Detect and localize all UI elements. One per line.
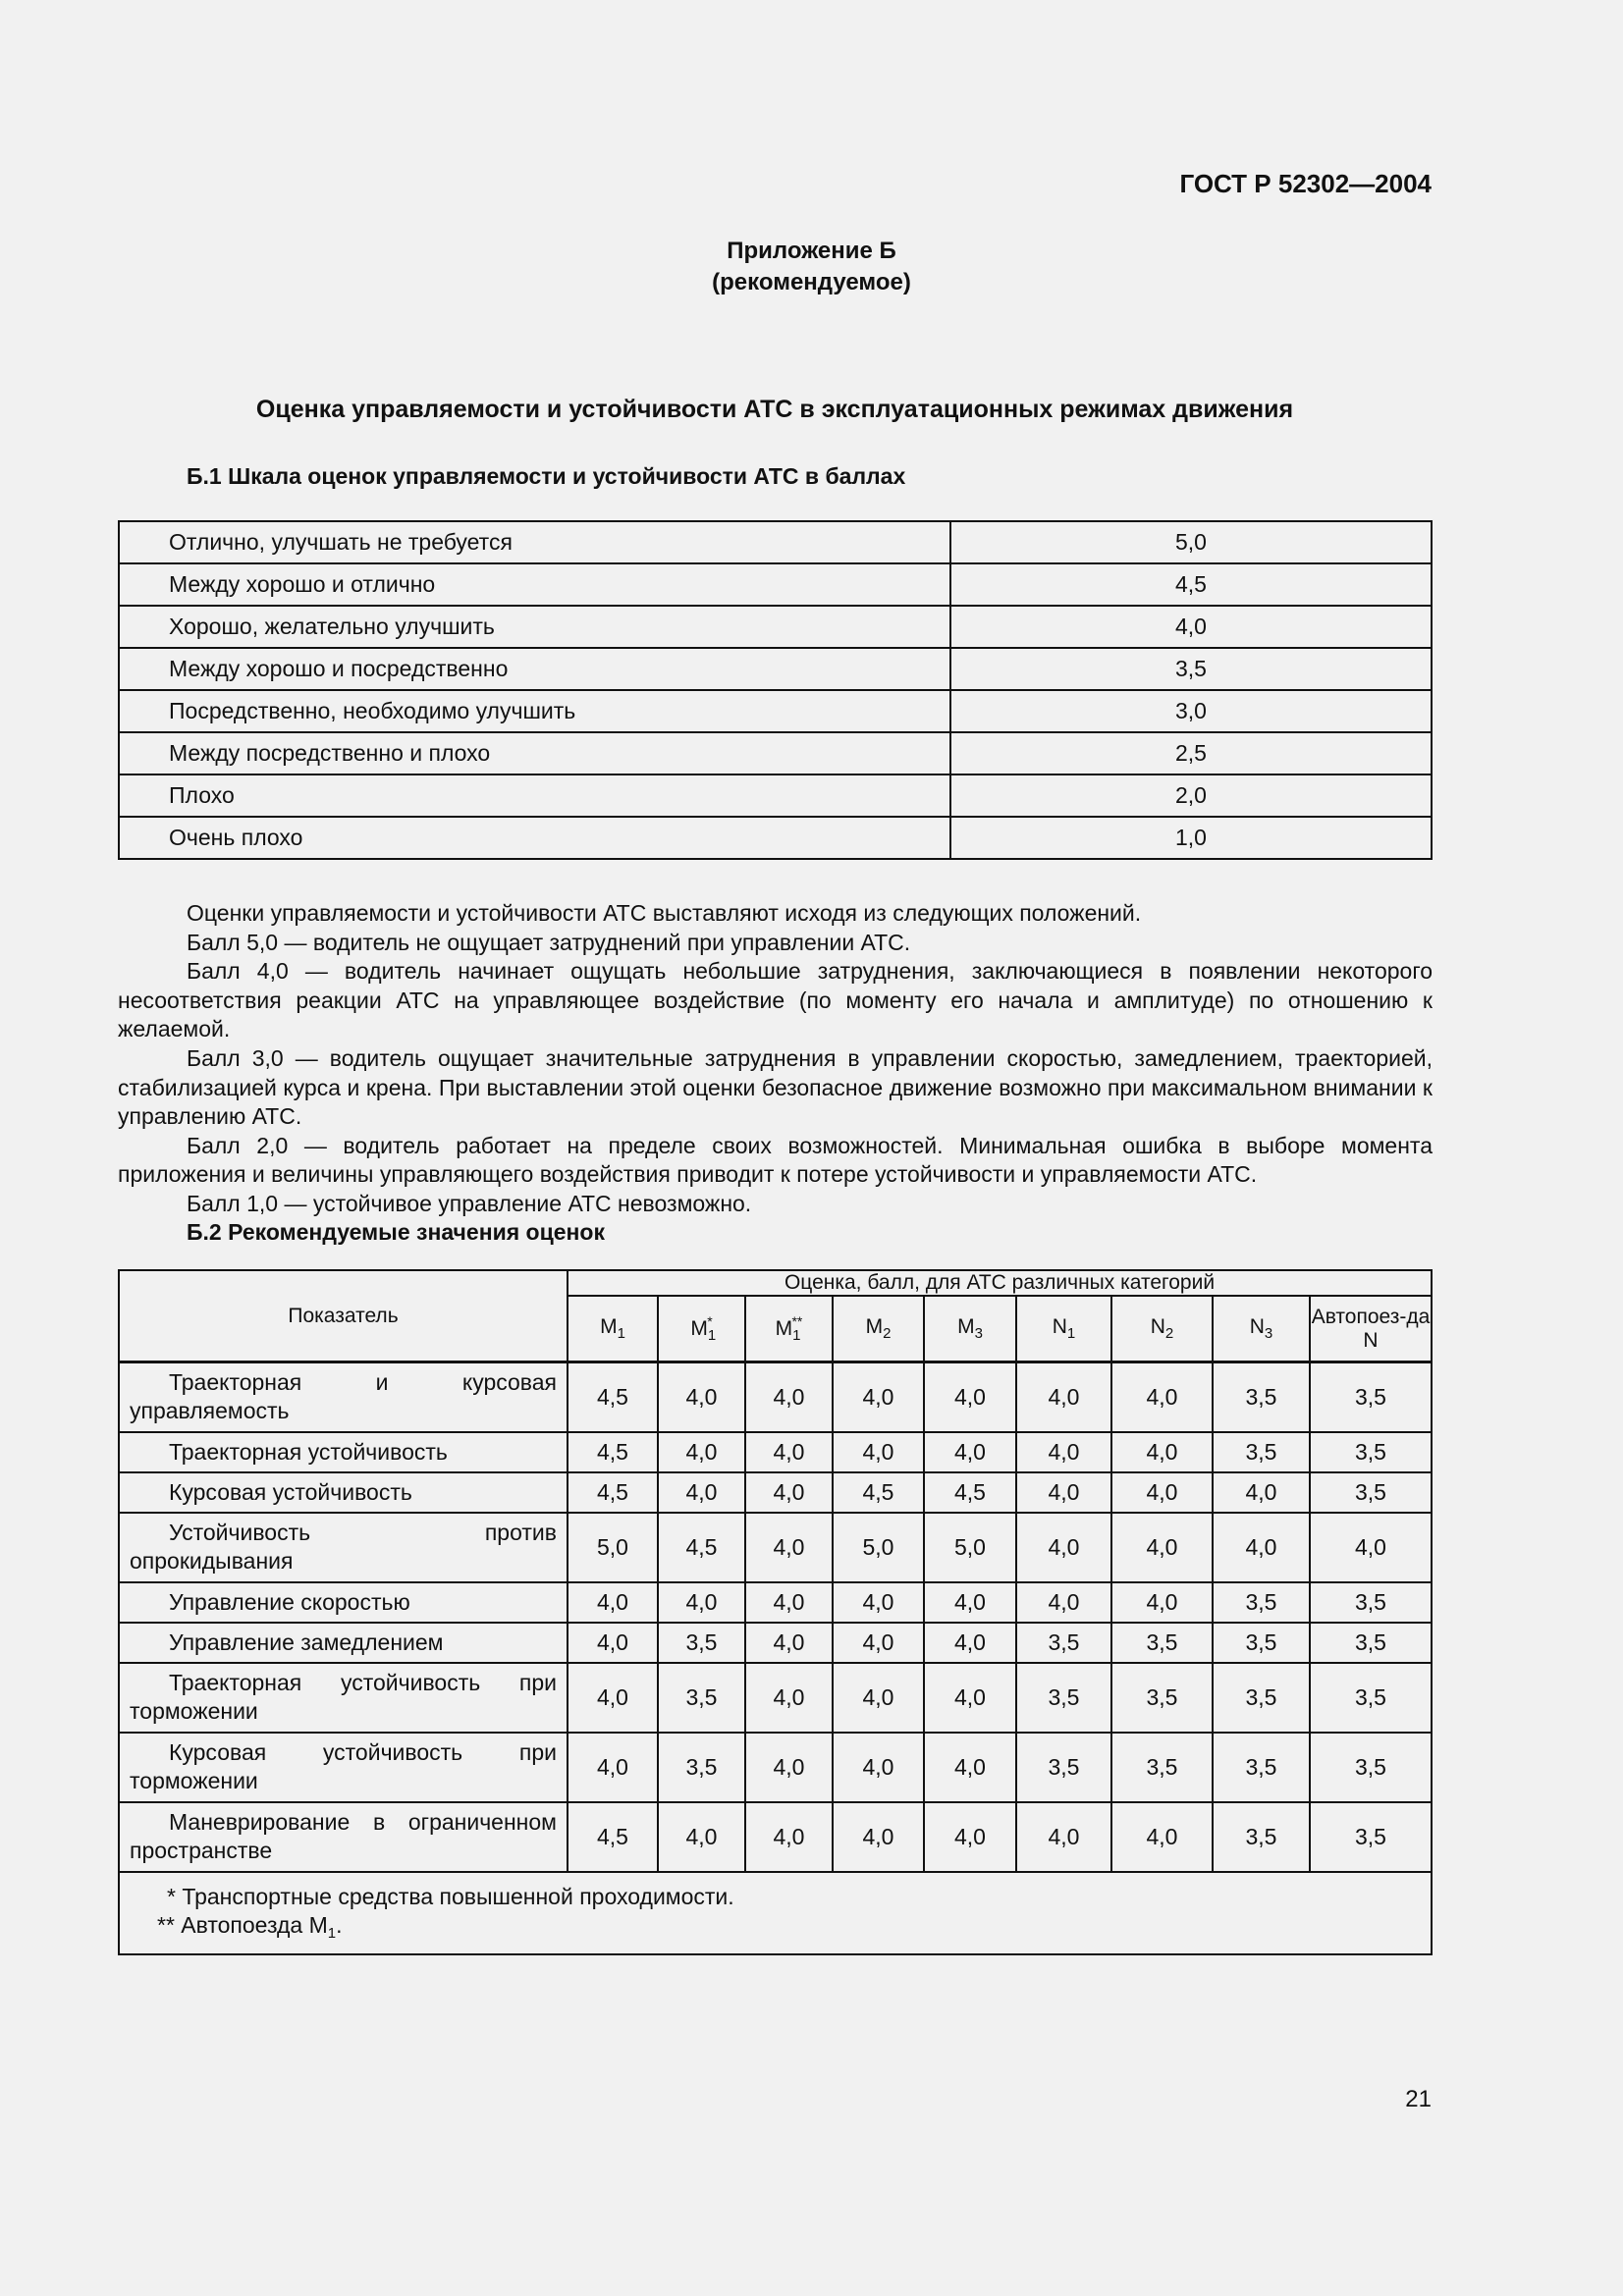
score-cell: 3,5 — [1310, 1623, 1432, 1663]
scale-score: 4,0 — [950, 606, 1432, 648]
scale-label: Очень плохо — [119, 817, 950, 859]
scale-score: 5,0 — [950, 521, 1432, 563]
scale-label: Между посредственно и плохо — [119, 732, 950, 774]
score-cell: 4,0 — [924, 1663, 1016, 1733]
footnote-2-suffix: . — [336, 1911, 343, 1938]
scale-score: 2,0 — [950, 774, 1432, 817]
category-header — [1111, 1296, 1213, 1362]
category-base: N — [1150, 1315, 1165, 1338]
category-subscript: 1 — [707, 1327, 717, 1344]
score-cell: 4,0 — [833, 1733, 924, 1802]
row-label — [119, 1362, 568, 1432]
score-cell: 3,5 — [1111, 1733, 1213, 1802]
row-label — [119, 1472, 568, 1513]
score-cell: 4,5 — [568, 1802, 658, 1872]
category-header — [1213, 1296, 1310, 1362]
scale-label: Отлично, улучшать не требуется — [119, 521, 950, 563]
score-cell: 4,0 — [1016, 1472, 1111, 1513]
category-header — [568, 1296, 658, 1362]
category-header — [1310, 1296, 1432, 1362]
score-cell: 4,0 — [1016, 1362, 1111, 1432]
category-subscript: 1 — [617, 1325, 625, 1342]
score-cell: 3,5 — [1213, 1362, 1310, 1432]
score-cell: 4,0 — [658, 1432, 745, 1472]
scale-row — [119, 606, 1432, 648]
score-cell: 4,0 — [658, 1582, 745, 1623]
score-cell: 4,0 — [1111, 1802, 1213, 1872]
category-subscript: 3 — [1264, 1325, 1273, 1342]
annex-kind: (рекомендуемое) — [712, 269, 911, 295]
category-base: N — [1052, 1315, 1067, 1338]
scale-label: Между хорошо и отлично — [119, 563, 950, 606]
category-header — [924, 1296, 1016, 1362]
score-cell: 4,0 — [1213, 1472, 1310, 1513]
category-header — [833, 1296, 924, 1362]
table-row — [119, 1513, 1432, 1582]
score-cell: 4,0 — [1016, 1802, 1111, 1872]
score-cell: 4,0 — [745, 1432, 833, 1472]
score-cell: 4,0 — [1111, 1362, 1213, 1432]
score-cell: 4,0 — [924, 1733, 1016, 1802]
category-star: ** — [791, 1313, 803, 1329]
score-cell: 4,0 — [745, 1802, 833, 1872]
category-header — [658, 1296, 745, 1362]
row-label — [119, 1802, 568, 1872]
score-cell: 4,0 — [745, 1623, 833, 1663]
row-label-text: Управление скоростью — [169, 1588, 410, 1615]
paragraph-score-3: Балл 3,0 — водитель ощущает значительные затруднения в управлении скоростью, замедлением, траекторией, стабилизацией курса и крена. При выставлении этой оценки безопасное движение возможно при максимальном внимании к управлению АТС. — [118, 1044, 1433, 1130]
table-row — [119, 1733, 1432, 1802]
table-row — [119, 1582, 1432, 1623]
score-cell: 4,0 — [924, 1623, 1016, 1663]
score-cell: 3,5 — [1016, 1623, 1111, 1663]
scale-label: Плохо — [119, 774, 950, 817]
score-cell: 4,0 — [745, 1362, 833, 1432]
score-cell: 4,0 — [1111, 1472, 1213, 1513]
scale-score: 4,5 — [950, 563, 1432, 606]
footnote-2-text: ** Автопоезда М — [157, 1911, 328, 1938]
score-cell: 3,5 — [1213, 1802, 1310, 1872]
score-cell: 4,0 — [1016, 1432, 1111, 1472]
paragraph-intro: Оценки управляемости и устойчивости АТС выставляют исходя из следующих положений. — [187, 900, 1142, 926]
score-cell: 4,0 — [833, 1623, 924, 1663]
scale-row — [119, 648, 1432, 690]
score-cell: 4,0 — [833, 1432, 924, 1472]
category-subscript: 2 — [1164, 1325, 1174, 1342]
score-cell: 4,0 — [833, 1663, 924, 1733]
row-label — [119, 1513, 568, 1582]
score-cell: 4,0 — [833, 1362, 924, 1432]
score-cell: 3,5 — [1310, 1733, 1432, 1802]
category-base: M — [600, 1315, 618, 1338]
section1-title: Б.1 Шкала оценок управляемости и устойчивости АТС в баллах — [187, 463, 906, 489]
paragraph-score-1: Балл 1,0 — устойчивое управление АТС невозможно. — [187, 1190, 752, 1216]
scale-row — [119, 690, 1432, 732]
score-cell: 4,5 — [568, 1432, 658, 1472]
table-row — [119, 1623, 1432, 1663]
row-label-text: Курсовая устойчивость при торможении — [130, 1739, 557, 1793]
score-cell: 4,0 — [1111, 1513, 1213, 1582]
row-label — [119, 1733, 568, 1802]
scale-score: 3,0 — [950, 690, 1432, 732]
paragraph-score-5: Балл 5,0 — водитель не ощущает затруднений при управлении АТС. — [187, 929, 911, 955]
score-cell: 4,0 — [924, 1582, 1016, 1623]
category-base: M — [690, 1317, 708, 1340]
category-subscript: 3 — [974, 1325, 983, 1342]
category-base: Автопоез-да N — [1311, 1305, 1431, 1352]
score-cell: 3,5 — [1111, 1663, 1213, 1733]
category-subscript: 1 — [792, 1327, 801, 1344]
row-label-text: Траекторная и курсовая управляемость — [130, 1369, 557, 1424]
score-cell: 3,5 — [1310, 1472, 1432, 1513]
score-cell: 5,0 — [568, 1513, 658, 1582]
score-cell: 3,5 — [1310, 1663, 1432, 1733]
category-base: N — [1249, 1315, 1265, 1338]
score-cell: 4,0 — [1111, 1582, 1213, 1623]
table-row — [119, 1472, 1432, 1513]
table-row — [119, 1663, 1432, 1733]
scale-row — [119, 817, 1432, 859]
score-cell: 4,0 — [658, 1472, 745, 1513]
scale-label: Между хорошо и посредственно — [119, 648, 950, 690]
scale-row — [119, 774, 1432, 817]
table-row — [119, 1432, 1432, 1472]
score-cell: 4,0 — [924, 1432, 1016, 1472]
score-cell: 3,5 — [1310, 1802, 1432, 1872]
score-cell: 3,5 — [1310, 1362, 1432, 1432]
scale-row — [119, 732, 1432, 774]
score-cell: 4,0 — [924, 1802, 1016, 1872]
score-cell: 4,0 — [1213, 1513, 1310, 1582]
row-label — [119, 1663, 568, 1733]
scale-row — [119, 521, 1432, 563]
category-base: M — [865, 1315, 884, 1338]
page-number: 21 — [1405, 2086, 1432, 2112]
row-label-text: Устойчивость против опрокидывания — [130, 1520, 557, 1574]
score-cell: 4,0 — [1016, 1513, 1111, 1582]
score-cell: 4,0 — [745, 1582, 833, 1623]
score-cell: 5,0 — [833, 1513, 924, 1582]
main-title: Оценка управляемости и устойчивости АТС в эксплуатационных режимах движения — [255, 396, 1294, 423]
score-cell: 4,0 — [658, 1362, 745, 1432]
category-header — [1016, 1296, 1111, 1362]
table-footnotes — [119, 1872, 1432, 1954]
annex-heading — [0, 236, 1623, 298]
score-cell: 3,5 — [1213, 1733, 1310, 1802]
score-cell: 3,5 — [1016, 1663, 1111, 1733]
score-cell: 4,5 — [568, 1472, 658, 1513]
scale-score: 1,0 — [950, 817, 1432, 859]
score-cell: 3,5 — [1213, 1623, 1310, 1663]
scale-label: Хорошо, желательно улучшить — [119, 606, 950, 648]
score-cell: 4,5 — [833, 1472, 924, 1513]
scale-row — [119, 563, 1432, 606]
category-header — [745, 1296, 833, 1362]
score-cell: 3,5 — [1310, 1432, 1432, 1472]
footnote-2 — [120, 1911, 1431, 1948]
annex-title: Приложение Б — [727, 238, 896, 264]
table-row — [119, 1802, 1432, 1872]
row-label — [119, 1582, 568, 1623]
score-cell: 4,0 — [924, 1362, 1016, 1432]
score-cell: 3,5 — [1310, 1582, 1432, 1623]
score-descriptions — [118, 899, 1433, 1219]
category-star: * — [707, 1313, 713, 1329]
score-cell: 3,5 — [1213, 1432, 1310, 1472]
score-cell: 4,0 — [1016, 1582, 1111, 1623]
score-cell: 5,0 — [924, 1513, 1016, 1582]
score-cell: 4,0 — [1310, 1513, 1432, 1582]
score-cell: 3,5 — [1213, 1663, 1310, 1733]
row-label-text: Курсовая устойчивость — [169, 1478, 412, 1505]
score-cell: 4,0 — [833, 1802, 924, 1872]
score-cell: 4,0 — [568, 1582, 658, 1623]
row-label-text: Траекторная устойчивость — [169, 1438, 448, 1465]
table-row — [119, 1362, 1432, 1432]
category-base: M — [957, 1315, 975, 1338]
score-cell: 4,0 — [745, 1733, 833, 1802]
score-cell: 3,5 — [1213, 1582, 1310, 1623]
score-cell: 3,5 — [658, 1623, 745, 1663]
row-label-text: Управление замедлением — [169, 1629, 444, 1655]
score-cell: 4,0 — [745, 1663, 833, 1733]
scale-label: Посредственно, необходимо улучшить — [119, 690, 950, 732]
score-cell: 4,5 — [658, 1513, 745, 1582]
group-column-header: Оценка, балл, для АТС различных категорий — [568, 1270, 1432, 1296]
score-cell: 4,0 — [745, 1513, 833, 1582]
row-label — [119, 1623, 568, 1663]
category-base: M — [775, 1317, 793, 1340]
scale-score: 3,5 — [950, 648, 1432, 690]
score-cell: 3,5 — [1111, 1623, 1213, 1663]
score-cell: 4,0 — [745, 1472, 833, 1513]
score-cell: 3,5 — [1016, 1733, 1111, 1802]
score-cell: 4,0 — [568, 1733, 658, 1802]
score-cell: 4,0 — [833, 1582, 924, 1623]
score-cell: 4,0 — [658, 1802, 745, 1872]
recommended-scores-table — [118, 1269, 1433, 1955]
score-cell: 4,5 — [924, 1472, 1016, 1513]
category-subscript: 2 — [883, 1325, 892, 1342]
scale-score: 2,5 — [950, 732, 1432, 774]
section2-title: Б.2 Рекомендуемые значения оценок — [187, 1219, 605, 1245]
row-label-text: Маневрирование в ограниченном пространстве — [130, 1809, 557, 1863]
param-column-header: Показатель — [119, 1270, 568, 1362]
row-label — [119, 1432, 568, 1472]
footnote-2-subscript: 1 — [327, 1924, 337, 1942]
paragraph-score-4: Балл 4,0 — водитель начинает ощущать небольшие затруднения, заключающиеся в появлении некоторого несоответствия реакции АТС на управляющее воздействие (по моменту его начала и амплитуде) по отношению к желаемой. — [118, 958, 1433, 1042]
row-label-text: Траекторная устойчивость при торможении — [130, 1670, 557, 1724]
score-cell: 3,5 — [658, 1663, 745, 1733]
score-scale-table — [118, 520, 1433, 860]
score-cell: 4,5 — [568, 1362, 658, 1432]
document-code: ГОСТ Р 52302—2004 — [1179, 169, 1432, 198]
score-cell: 4,0 — [1111, 1432, 1213, 1472]
score-cell: 4,0 — [568, 1623, 658, 1663]
footnote-1: * Транспортные средства повышенной проходимости. — [167, 1883, 734, 1909]
score-cell: 4,0 — [568, 1663, 658, 1733]
paragraph-score-2: Балл 2,0 — водитель работает на пределе своих возможностей. Минимальная ошибка в выборе момента приложения и величины управляющего воздействия приводит к потере устойчивости и управляемости АТС. — [118, 1132, 1433, 1188]
score-cell: 3,5 — [658, 1733, 745, 1802]
category-subscript: 1 — [1066, 1325, 1076, 1342]
